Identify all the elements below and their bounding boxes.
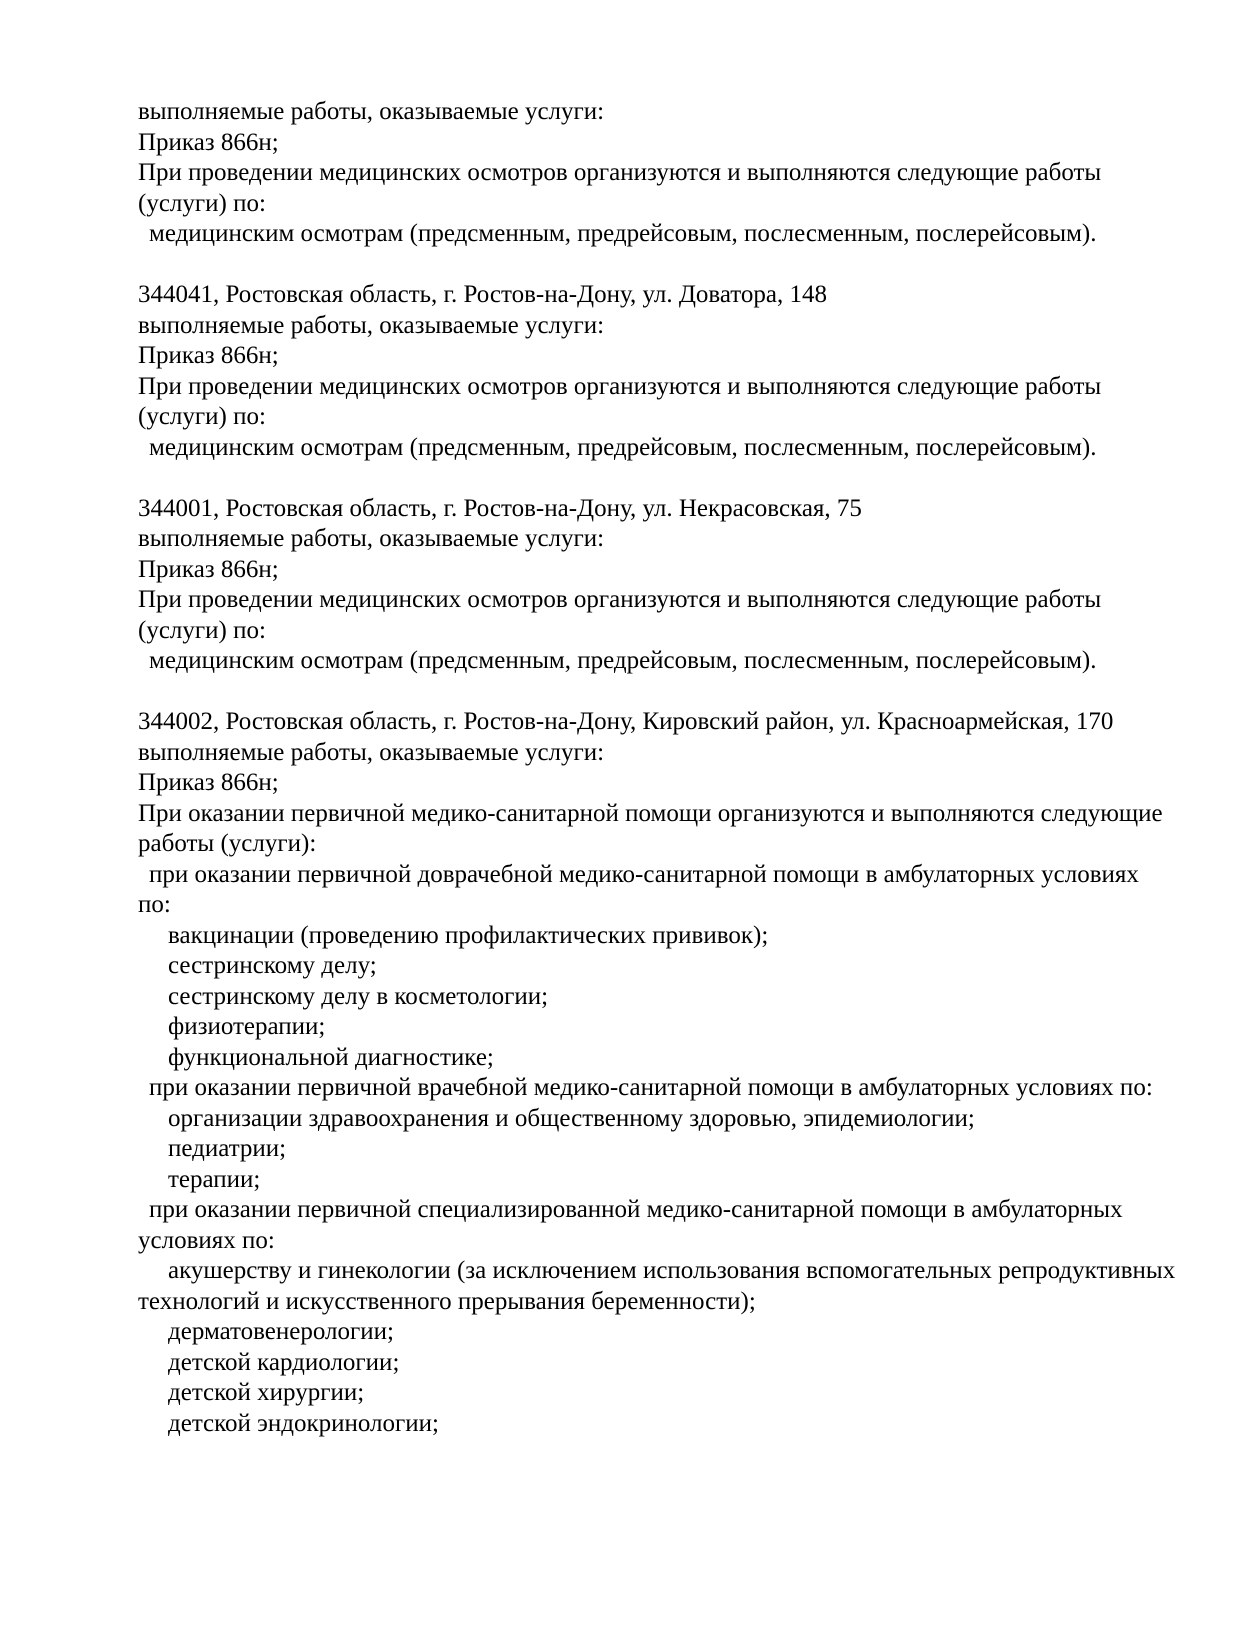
address-line: 344041, Ростовская область, г. Ростов-на-Дону, ул. Доватора, 148: [138, 281, 827, 308]
care-category: при оказании первичной доврачебной медико-санитарной помощи в амбулаторных условиях по:: [138, 860, 1139, 918]
service-item: дерматовенерологии;: [168, 1318, 394, 1345]
license-entry-nekrasovskaya-75: [138, 494, 1176, 677]
service-item: терапии;: [168, 1165, 261, 1193]
works-services-label: выполняемые работы, оказываемые услуги:: [138, 738, 605, 766]
service-item: медицинским осмотрам (предсменным, предрейсовым, послесменным, послерейсовым).: [149, 433, 1097, 461]
works-intro: При проведении медицинских осмотров организуются и выполняются следующие работы (услуги) по:: [138, 372, 1102, 430]
order-reference: Приказ 866н;: [138, 555, 279, 583]
license-entry-krasnoarmeyskaya-170: [138, 707, 1176, 1439]
license-entry-continuation: [138, 97, 1176, 250]
service-item: сестринскому делу в косметологии;: [168, 982, 549, 1010]
service-item: организации здравоохранения и общественному здоровью, эпидемиологии;: [168, 1104, 975, 1132]
service-item: педиатрии;: [168, 1135, 287, 1162]
service-item: физиотерапии;: [168, 1013, 326, 1040]
service-item: акушерству и гинекологии (за исключением использования вспомогательных репродуктивных технологий и искусственного прерывания беременности);: [138, 1257, 1176, 1315]
order-reference: Приказ 866н;: [138, 342, 279, 369]
license-entry-dovatora-148: [138, 280, 1176, 463]
works-intro: При проведении медицинских осмотров организуются и выполняются следующие работы (услуги) по:: [138, 586, 1102, 644]
care-category: при оказании первичной врачебной медико-санитарной помощи в амбулаторных условиях по:: [149, 1074, 1153, 1101]
order-reference: Приказ 866н;: [138, 769, 279, 796]
service-item: сестринскому делу;: [168, 952, 377, 979]
care-category: при оказании первичной специализированной медико-санитарной помощи в амбулаторных условиях по:: [138, 1196, 1123, 1254]
service-item: детской хирургии;: [168, 1379, 365, 1406]
address-line: 344001, Ростовская область, г. Ростов-на-Дону, ул. Некрасовская, 75: [138, 494, 862, 522]
address-line: 344002, Ростовская область, г. Ростов-на-Дону, Кировский район, ул. Красноармейская, 170: [138, 708, 1114, 735]
service-item: детской эндокринологии;: [168, 1409, 439, 1437]
order-reference: Приказ 866н;: [138, 128, 279, 156]
works-services-label: выполняемые работы, оказываемые услуги:: [138, 311, 605, 339]
service-item: медицинским осмотрам (предсменным, предрейсовым, послесменным, послерейсовым).: [149, 647, 1097, 674]
works-services-label: выполняемые работы, оказываемые услуги:: [138, 98, 605, 125]
service-item: функциональной диагностике;: [168, 1043, 494, 1071]
service-item: медицинским осмотрам (предсменным, предрейсовым, послесменным, послерейсовым).: [149, 220, 1097, 247]
service-item: вакцинации (проведению профилактических прививок);: [168, 921, 769, 949]
service-item: детской кардиологии;: [168, 1348, 400, 1376]
works-intro: При оказании первичной медико-санитарной помощи организуются и выполняются следующие работы (услуги):: [138, 799, 1163, 857]
works-intro: При проведении медицинских осмотров организуются и выполняются следующие работы (услуги) по:: [138, 159, 1102, 217]
works-services-label: выполняемые работы, оказываемые услуги:: [138, 525, 605, 552]
